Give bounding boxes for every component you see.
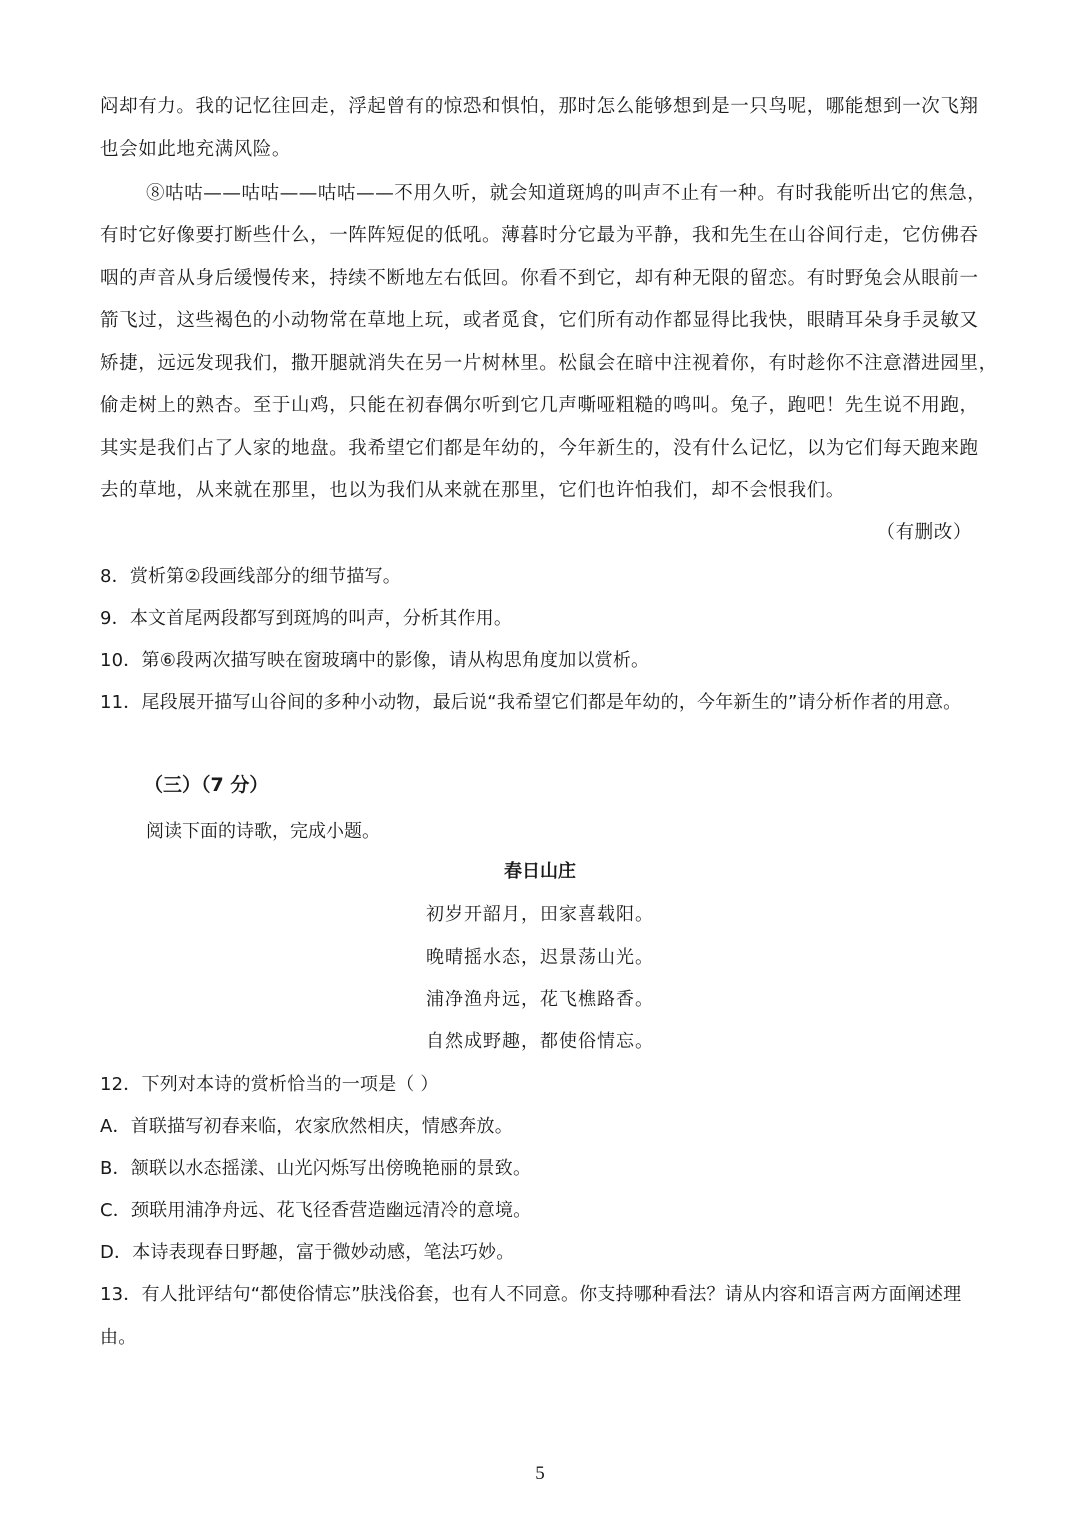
passage-line: 也会如此地充满风险。 xyxy=(100,139,292,160)
poem-line: 浦净渔舟远，花飞樵路香。 xyxy=(426,989,654,1010)
poem-line: 晚晴摇水态，迟景荡山光。 xyxy=(426,947,654,968)
question-8: 8．赏析第②段画线部分的细节描写。 xyxy=(100,566,401,587)
passage-line: 闷却有力。我的记忆往回走，浮起曾有的惊恐和惧怕，那时怎么能够想到是一只鸟呢，哪能想到一次飞翔 xyxy=(100,96,979,117)
poem-line: 自然成野趣，都使俗情忘。 xyxy=(426,1031,654,1052)
option-a: A．首联描写初春来临，农家欣然相庆，情感奔放。 xyxy=(100,1116,513,1137)
question-12: 12．下列对本诗的赏析恰当的一项是（ ） xyxy=(100,1074,439,1095)
passage-line: 箭飞过，这些褐色的小动物常在草地上玩，或者觅食，它们所有动作都显得比我快，眼睛耳朵身手灵敏又 xyxy=(100,310,979,331)
source-note: （有删改） xyxy=(876,522,972,543)
question-10: 10．第⑥段两次描写映在窗玻璃中的影像，请从构思角度加以赏析。 xyxy=(100,650,650,671)
page-number: 5 xyxy=(535,1463,545,1484)
question-13: 13．有人批评结句“都使俗情忘”肤浅俗套，也有人不同意。你支持哪种看法？请从内容和语言两方面阐述理 xyxy=(100,1284,962,1305)
option-c: C．颈联用浦净舟远、花飞径香营造幽远清冷的意境。 xyxy=(100,1200,532,1221)
passage-line: 有时它好像要打断些什么，一阵阵短促的低吼。薄暮时分它最为平静，我和先生在山谷间行走，它仿佛吞 xyxy=(100,225,979,246)
passage-line: 其实是我们占了人家的地盘。我希望它们都是年幼的，今年新生的，没有什么记忆，以为它们每天跑来跑 xyxy=(100,438,979,459)
section-heading: （三）（7 分） xyxy=(144,774,269,796)
passage-line: 咽的声音从身后缓慢传来，持续不断地左右低回。你看不到它，却有种无限的留恋。有时野兔会从眼前一 xyxy=(100,268,979,289)
poem-title: 春日山庄 xyxy=(504,861,576,882)
poem-line: 初岁开韶月，田家喜载阳。 xyxy=(426,904,654,925)
question-11: 11．尾段展开描写山谷间的多种小动物，最后说“我希望它们都是年幼的，今年新生的”请分析作者的用意。 xyxy=(100,692,962,713)
passage-line: ⑧咕咕——咕咕——咕咕——不用久听，就会知道斑鸠的叫声不止有一种。有时我能听出它的焦急， xyxy=(146,183,987,204)
question-13-cont: 由。 xyxy=(100,1327,137,1348)
passage-line: 去的草地，从来就在那里，也以为我们从来就在那里，它们也许怕我们，却不会恨我们。 xyxy=(100,480,845,501)
option-d: D．本诗表现春日野趣，富于微妙动感，笔法巧妙。 xyxy=(100,1242,515,1263)
option-b: B．颔联以水态摇漾、山光闪烁写出傍晚艳丽的景致。 xyxy=(100,1158,532,1179)
section-instruction: 阅读下面的诗歌，完成小题。 xyxy=(146,821,380,842)
passage-line: 矫捷，远远发现我们，撒开腿就消失在另一片树林里。松鼠会在暗中注视着你，有时趁你不注意潜进园里， xyxy=(100,353,998,374)
question-9: 9．本文首尾两段都写到斑鸠的叫声，分析其作用。 xyxy=(100,608,513,629)
passage-line: 偷走树上的熟杏。至于山鸡，只能在初春偶尔听到它几声嘶哑粗糙的鸣叫。兔子，跑吧！先生说不用跑， xyxy=(100,395,979,416)
